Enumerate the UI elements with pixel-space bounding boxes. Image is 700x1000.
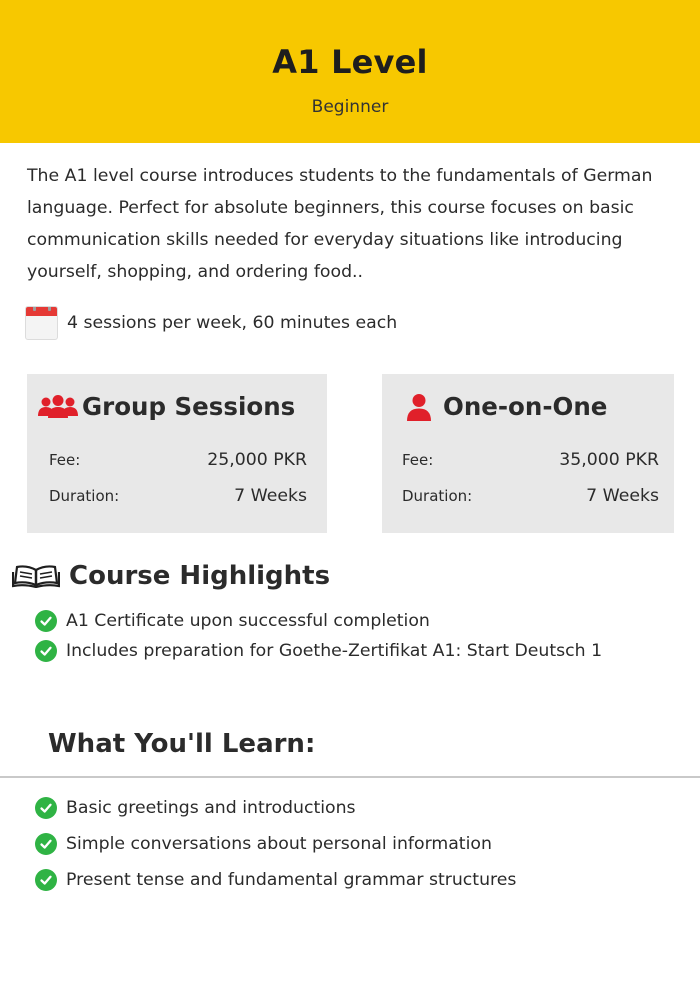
card-title-group [37,392,295,421]
course-description: The A1 level course introduces students to the fundamentals of German language. Perfect for absolute beginners, this course focuses on basic communication skills needed for everyday situations like introducing yourself, shopping, and ordering food.. [27,166,653,282]
group-icon [37,394,79,420]
learn-item-text: Present tense and fundamental grammar structures [66,870,517,890]
check-icon [35,640,57,662]
book-icon [12,564,60,588]
list-item [35,826,516,862]
one-on-one-title: One-on-One [443,392,608,421]
user-icon [406,393,432,421]
calendar-icon [25,306,58,340]
card-title-one [406,392,607,421]
fee-label: Fee: [402,451,434,469]
list-item [35,606,602,636]
duration-value: 7 Weeks [586,486,659,506]
check-icon [35,610,57,632]
list-item [35,862,516,898]
group-sessions-card [27,374,327,533]
fee-label: Fee: [49,451,81,469]
fee-row [49,450,307,470]
duration-label: Duration: [49,487,120,505]
duration-row [402,486,659,506]
learn-item-text: Basic greetings and introductions [66,798,356,818]
list-item [35,790,516,826]
duration-label: Duration: [402,487,473,505]
list-item [35,636,602,666]
check-icon [35,869,57,891]
level-subtitle: Beginner [311,97,389,117]
learn-list [35,790,516,898]
fee-row [402,450,659,470]
learn-item-text: Simple conversations about personal information [66,834,492,854]
page-title: A1 Level [272,43,428,81]
group-sessions-title: Group Sessions [82,392,296,421]
schedule-row [25,306,397,340]
highlights-title: Course Highlights [69,561,331,591]
highlight-text: Includes preparation for Goethe-Zertifikat A1: Start Deutsch 1 [66,641,603,661]
schedule-text: 4 sessions per week, 60 minutes each [67,313,398,333]
duration-row [49,486,307,506]
fee-value: 25,000 PKR [207,450,307,470]
fee-value: 35,000 PKR [559,450,659,470]
check-icon [35,797,57,819]
one-on-one-card [382,374,674,533]
check-icon [35,833,57,855]
section-divider [0,776,700,778]
highlight-text: A1 Certificate upon successful completion [66,611,430,631]
highlights-list [35,606,602,666]
duration-value: 7 Weeks [234,486,307,506]
highlights-heading [12,561,330,591]
learn-heading: What You'll Learn: [48,729,316,759]
header-banner [0,0,700,143]
